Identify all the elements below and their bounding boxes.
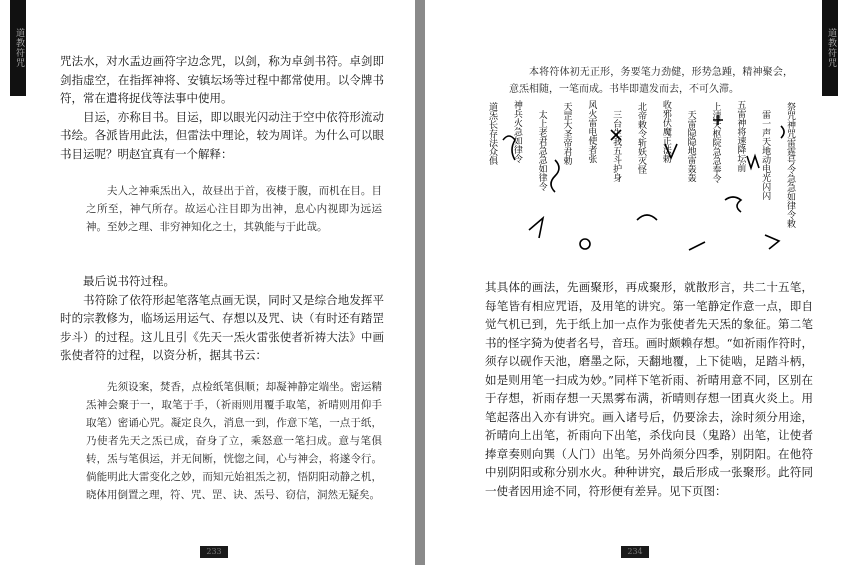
left-body-top [60,52,384,163]
talisman-column: 收邪伏魔正法勅 [660,100,671,163]
left-paragraph-2: 目运，亦称目书。目运，即以眼光闪动注于空中依符形流动书绘。各派皆用此法，但雷法中理论，较为周详。为什么可以眼书目运呢？明赵宜真有一个解释： [60,109,384,161]
talisman-column: 雷一声天地动电光闪闪 [760,110,771,200]
talisman-column: 天罡大圣帝君勅 [561,102,572,165]
book-gutter [415,0,425,565]
left-quote-2 [86,378,382,504]
left-quote-1 [86,182,382,236]
talisman-caption [509,64,793,98]
left-paragraph-1: 咒法水，对水盂边画符字边念咒，以剑，称为卓剑书符。卓剑即剑指虚空，在指挥神将、安镇坛场等过程中都常使用。以令牌书符，常在遣将捉伐等法事中使用。 [60,54,384,105]
talisman-column: 三台生我五斗护身 [611,110,622,182]
right-body [485,278,813,500]
right-page-number: 234 [621,546,649,558]
talisman-column: 天雷隐隐地雷轰轰 [685,110,696,182]
left-side-tab: 道教符咒 [10,0,26,96]
talisman-column: 上清天枢院急急奉令 [710,102,721,183]
talisman-column: 神兵火急如律令 [511,100,522,163]
left-quote-1-text: 夫人之神乘炁出入，故昼出于首，夜棲于腹，而机在目。目之所至，神气所存。故运心注目即为出神，息心内视即为远运神。至妙之理、非穷神知化之士，其孰能与于此哉。 [86,185,382,233]
talisman-column: 太上老君急急如律令 [536,110,547,191]
left-page-number: 233 [200,546,228,558]
talisman-column: 北帝敕令斩妖灭怪 [636,102,646,174]
left-paragraph-4: 书符除了依符形起笔落笔点画无误，同时又是综合地发挥平时的宗教修为，临场运用运气、存想以及咒、诀（有时还有踏罡步斗）的过程。这儿且引《先天一炁火雷张使者祈祷大法》中画张使者符的过程，以资分析，据其书云： [60,292,384,362]
right-paragraph-1: 其具体的画法，先画聚形，再成聚形，就散形言，共二十五笔，每笔皆有相应咒语，及用笔的讲究。第一笔静定作意一点，即自觉气机已到，先于纸上加一点作为张使者先天炁的象征。第二笔书的怪字猗为使者名号，音珏。画时颇赖存想。“如祈雨作符时，须存以砚作天池，磨墨之际，天翻地覆，上下徒啮，足踏斗柄，如是则用笔一扫成为妙。”同样下笔祈雨、祈晴用意不同，区别在于存想，祈雨存想一天黑雾布满，祈晴则存想一团真火炎上。用笔起落出入亦有讲究。画入诸号后，仍要涂去，涂时须分用途，祈晴向上出笔，祈雨向下出笔，杀伐向艮（鬼路）出笔，让使者捧章奏则向巽（人门）出笔。另外尚须分四季，别阴阳。在他符中别阴阳或称分别水火。种种讲究，最后形成一张聚形。此符同一使者因用途不同，符形便有差异。见下页图： [485,280,813,498]
left-quote-2-text: 先须设案，焚香，点检纸笔俱顺；却凝神静定端坐。密运精炁神会聚于一，取笔于手，（祈雨则用覆手取笔，祈晴则用仰手取笔）密诵心咒。凝定良久，消息一到，作意下笔，一点于纸，乃使者先天之炁已成，奋身了立，乘怒意一笔扫成。意与笔俱转，炁与笔俱运，并无间断，恍惚之间，心与神会，将遂令行。倘能明此大雷变化之妙，而知元始祖炁之初，悟阴阳动静之机，晓体用倒置之理，符、咒、罡、诀、炁号、窃信，洞然无疑矣。 [86,381,382,501]
right-page [425,0,842,565]
talisman-column: 风火雷电使者张 [586,100,597,163]
left-paragraph-3: 最后说书符过程。 [83,274,175,288]
right-side-decoration [810,92,820,222]
talisman-column: 祭咒神咒雷霆号令急急如律令敕 [785,102,795,228]
left-body-mid [60,272,384,365]
right-side-tab: 道教符咒 [822,0,838,96]
talisman-column: 五雷神将速降坛前 [735,100,746,172]
talisman-caption-text: 本将符体初无正形，务要笔力劲健，形势急踵，精神聚会，意炁相随，一笔而成。书毕即遣发而去，不可久滞。 [509,67,793,95]
left-side-decoration [28,92,38,222]
talisman-column: 道炁长存法众俱 [487,102,497,165]
talisman-figure [481,100,799,272]
left-page [0,0,415,565]
